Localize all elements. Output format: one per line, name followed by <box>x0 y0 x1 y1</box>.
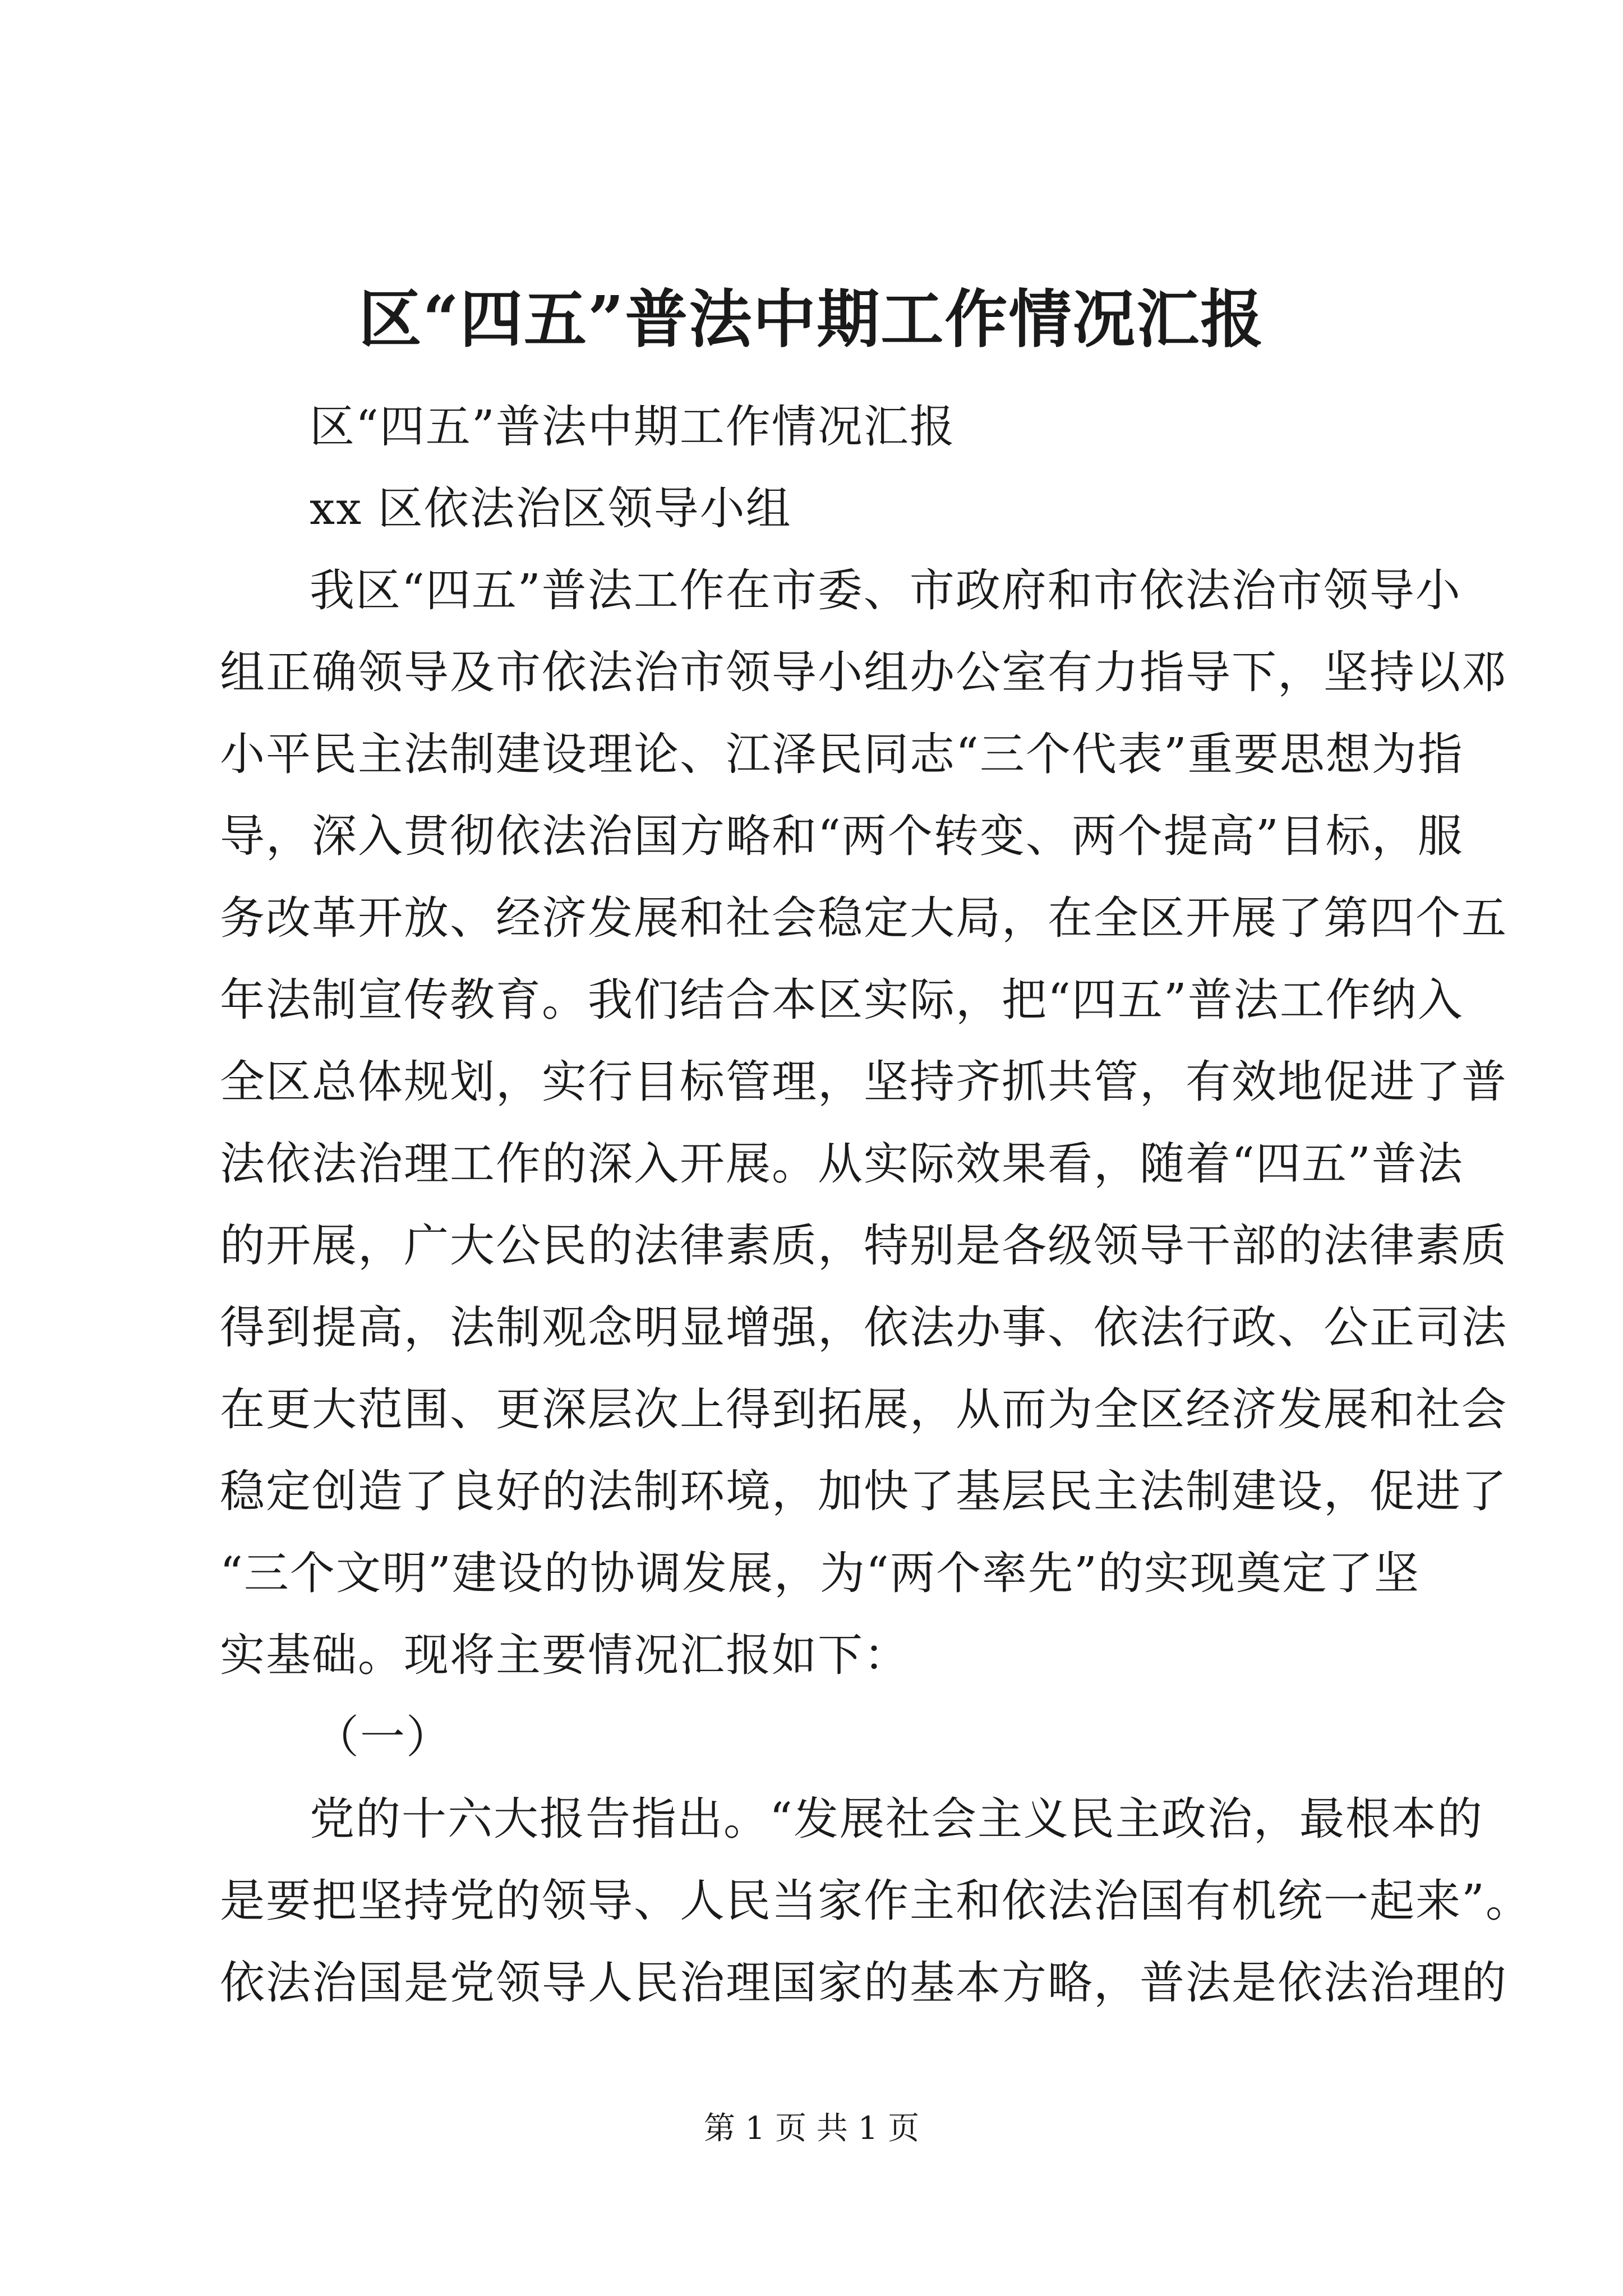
paragraph-line: “三个文明”建设的协调发展，为“两个率先”的实现奠定了坚 <box>220 1547 1420 1599</box>
document-body <box>220 386 1532 2024</box>
paragraph-line: 小平民主法制建设理论、江泽民同志“三个代表”重要思想为指 <box>220 728 1464 780</box>
paragraph-line: 党的十六大报告指出。“发展社会主义民主政治，最根本的 <box>310 1793 1483 1845</box>
paragraph-line: 稳定创造了良好的法制环境，加快了基层民主法制建设，促进了 <box>220 1465 1507 1517</box>
paragraph-line: 依法治国是党领导人民治理国家的基本方略，普法是依法治理的 <box>220 1957 1507 2009</box>
author-line: xx 区依法治区领导小组 <box>310 482 792 535</box>
document-title: 区“四五”普法中期工作情况汇报 <box>358 283 1265 356</box>
paragraph-line: 年法制宣传教育。我们结合本区实际，把“四五”普法工作纳入 <box>220 974 1464 1026</box>
section-number: （一） <box>314 1711 452 1763</box>
paragraph-line: 全区总体规划，实行目标管理，坚持齐抓共管，有效地促进了普 <box>220 1056 1507 1108</box>
paragraph-line: 务改革开放、经济发展和社会稳定大局，在全区开展了第四个五 <box>220 892 1507 944</box>
paragraph-line: 导，深入贯彻依法治国方略和“两个转变、两个提高”目标，服 <box>220 810 1464 862</box>
paragraph-line: 得到提高，法制观念明显增强，依法办事、依法行政、公正司法 <box>220 1301 1507 1354</box>
paragraph-line: 在更大范围、更深层次上得到拓展，从而为全区经济发展和社会 <box>220 1383 1507 1435</box>
paragraph-line: 我区“四五”普法工作在市委、市政府和市依法治市领导小 <box>310 564 1461 616</box>
subtitle: 区“四五”普法中期工作情况汇报 <box>310 401 956 453</box>
paragraph-line: 是要把坚持党的领导、人民当家作主和依法治国有机统一起来”。 <box>220 1875 1532 1927</box>
paragraph-line: 的开展，广大公民的法律素质，特别是各级领导干部的法律素质 <box>220 1220 1507 1272</box>
page-footer: 第 1 页 共 1 页 <box>703 2110 920 2147</box>
paragraph-line: 实基础。现将主要情况汇报如下： <box>220 1629 910 1681</box>
paragraph-line: 法依法治理工作的深入开展。从实际效果看，随着“四五”普法 <box>220 1138 1464 1190</box>
paragraph-line: 组正确领导及市依法治市领导小组办公室有力指导下，坚持以邓 <box>220 646 1507 698</box>
